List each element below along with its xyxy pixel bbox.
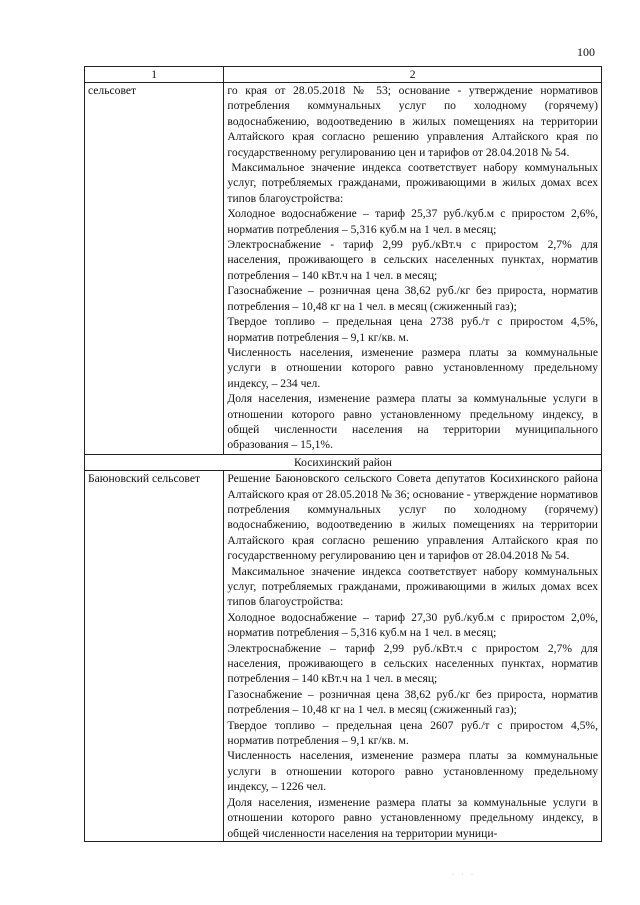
page-number: 100: [577, 45, 595, 59]
decision-text: [224, 83, 602, 455]
water-paragraph: Холодное водоснабжение – тариф 27,30 руб./куб.м с приростом 2,0%, норматив потребления – 5,316 куб.м на 1 чел. в месяц;: [227, 610, 598, 640]
decision-paragraph: Решение Баюновского сельского Совета депутатов Косихинского района Алтайского края от 28.05.2018 № 36; основание - утверждение нормативов потребления коммунальных услуг по холодному (горячему) водоснабжению, водоотведению в жилых помещениях на территории Алтайского края согласно решению управления Алтайского края по государственному регулированию цен и тарифов от 28.04.2018 № 54.: [227, 472, 598, 563]
gas-paragraph: Газоснабжение – розничная цена 38,62 руб./кг без прироста, норматив потребления – 10,48 кг на 1 чел. в месяц (сжиженный газ);: [227, 687, 598, 717]
share-paragraph: Доля населения, изменение размера платы за коммунальные услуги в отношении которого равно установленному предельному индексу, в общей численности населения на территории муниципального образования – 15,1%.: [227, 392, 598, 452]
section-row: [85, 454, 602, 470]
decision-paragraph: го края от 28.05.2018 № 53; основание - утверждение нормативов потребления коммунальных услуг по холодному (горячему) водоснабжению, водоотведению в жилых помещениях на территории Алтайского края согласно решению управления Алтайского края по государственному регулированию цен и тарифов от 28.04.2018 № 54.: [227, 84, 598, 159]
share-paragraph: Доля населения, изменение размера платы за коммунальные услуги в отношении которого равно установленному предельному индексу, в общей численности населения на территории муници-: [227, 795, 598, 840]
decision-text: [224, 471, 602, 842]
electricity-paragraph: Электроснабжение - тариф 2,99 руб./кВт.ч с приростом 2,7% для населения, проживающего в сельских населенных пунктах, норматив потребления – 140 кВт.ч на 1 чел. в месяц;: [227, 238, 598, 282]
population-paragraph: Численность населения, изменение размера платы за коммунальные услуги в отношении которого равно установленному предельному индексу, – 234 чел.: [227, 345, 598, 390]
header-col-2: 2: [224, 67, 602, 83]
fuel-paragraph: Твердое топливо – предельная цена 2738 руб./т с приростом 4,5%, норматив потребления – 9,1 кг/кв. м.: [227, 315, 598, 344]
index-paragraph: Максимальное значение индекса соответствует набору коммунальных услуг, потребляемых гражданами, проживающими в жилых домах всех типов благоустройства:: [227, 564, 598, 609]
fuel-paragraph: Твердое топливо – предельная цена 2607 руб./т с приростом 4,5%, норматив потребления – 9,1 кг/кв. м.: [227, 718, 598, 748]
header-col-1: 1: [85, 67, 224, 83]
gas-paragraph: Газоснабжение – розничная цена 38,62 руб./кг без прироста, норматив потребления – 10,48 кг на 1 чел. в месяц (сжиженный газ);: [227, 284, 598, 313]
population-paragraph: Численность населения, изменение размера платы за коммунальные услуги в отношении которого равно установленному предельному индексу, – 1226 чел.: [227, 749, 598, 794]
municipality-name: Баюновский сельсовет: [85, 471, 224, 842]
document-table: [84, 66, 602, 842]
table-row: [85, 83, 602, 455]
water-paragraph: Холодное водоснабжение – тариф 25,37 руб./куб.м с приростом 2,6%, норматив потребления – 5,316 куб.м на 1 чел. в месяц;: [227, 207, 598, 236]
table-row: [85, 471, 602, 842]
index-paragraph: Максимальное значение индекса соответствует набору коммунальных услуг, потребляемых гражданами, проживающими в жилых домах всех типов благоустройства:: [227, 161, 598, 205]
municipality-name: сельсовет: [85, 83, 224, 455]
table-header-row: [85, 67, 602, 83]
scan-specks: · · ·: [452, 872, 476, 878]
electricity-paragraph: Электроснабжение – тариф 2,99 руб./кВт.ч с приростом 2,7% для населения, проживающего в сельских населенных пунктах, норматив потребления – 140 кВт.ч на 1 чел. в месяц;: [227, 641, 598, 686]
section-title: Косихинский район: [85, 454, 602, 470]
